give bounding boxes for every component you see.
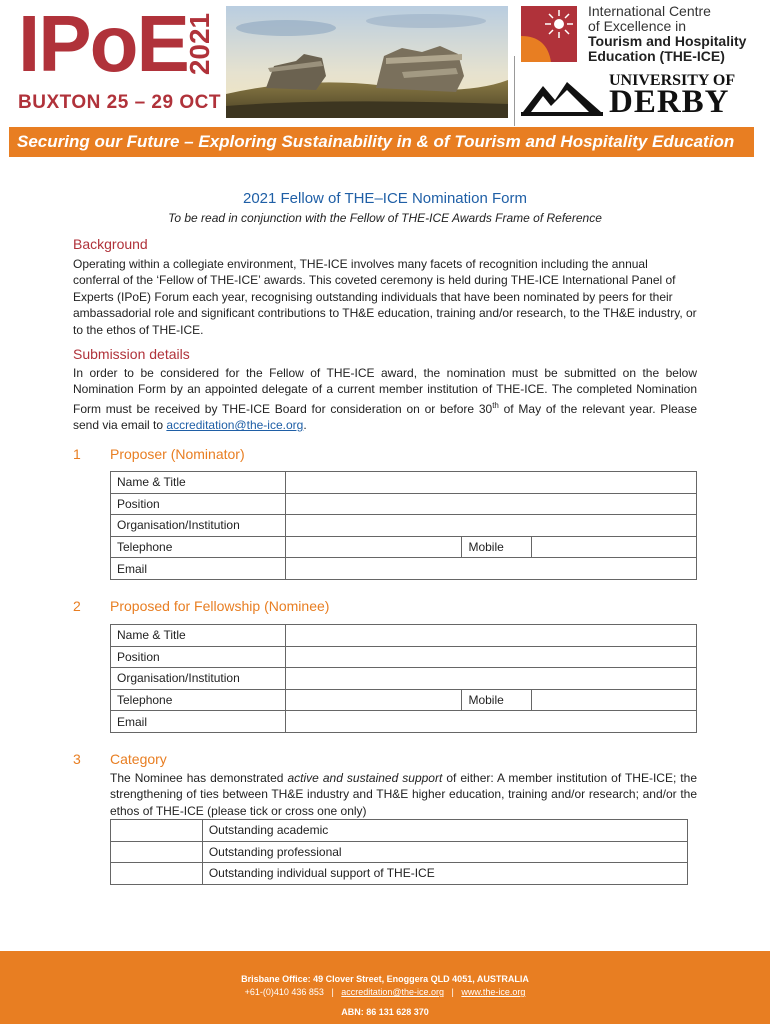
category-description — [110, 770, 697, 819]
header-divider — [514, 56, 515, 126]
footer — [0, 951, 770, 1024]
background-text: Operating within a collegiate environment, THE-ICE involves many facets of recognition including the annual conferral of the ‘Fellow of THE-ICE’ awards. This coveted ceremony is held during THE-ICE International Panel of Experts (IPoE) Forum each year, recognising outstanding individuals that have been nominated by peers for their ambassadorial role and significant contributions to TH&E education, training and/or research, to the TH&E industry, or to the ethos of THE-ICE. — [73, 257, 697, 337]
table-row — [111, 536, 697, 558]
proposer-name-field[interactable] — [285, 472, 696, 494]
landscape-photo — [226, 6, 508, 118]
proposer-email-field[interactable] — [285, 558, 696, 580]
nominee-email-field[interactable] — [285, 711, 696, 733]
event-location-dates: BUXTON 25 – 29 OCT — [18, 92, 221, 113]
theice-line-1: International Centre — [588, 3, 711, 19]
theice-logo-icon — [521, 6, 577, 62]
theice-line-3: Tourism and Hospitality — [588, 33, 747, 49]
telephone-label: Telephone — [111, 536, 286, 558]
footer-address: Brisbane Office: 49 Clover Street, Enoggera QLD 4051, AUSTRALIA — [241, 974, 529, 984]
nominee-mobile-field[interactable] — [532, 689, 697, 711]
nominee-telephone-field[interactable] — [285, 689, 462, 711]
form-title: 2021 Fellow of THE–ICE Nomination Form — [242, 190, 527, 207]
nominee-organisation-field[interactable] — [285, 668, 696, 690]
proposer-organisation-field[interactable] — [285, 515, 696, 537]
category-text-em: active and sustained support — [287, 771, 443, 785]
category-option-professional: Outstanding professional — [202, 841, 687, 863]
section-3-number: 3 — [73, 751, 81, 767]
footer-email-link[interactable]: accreditation@the-ice.org — [341, 987, 444, 997]
category-checkbox-individual[interactable] — [111, 863, 203, 885]
section-3-title: Category — [110, 751, 167, 767]
telephone-label: Telephone — [111, 689, 286, 711]
organisation-label: Organisation/Institution — [111, 668, 286, 690]
table-row — [111, 558, 697, 580]
proposer-table — [110, 471, 697, 580]
table-row — [111, 646, 697, 668]
submission-email-link[interactable]: accreditation@the-ice.org — [166, 418, 304, 433]
form-subtitle: To be read in conjunction with the Fellow of THE-ICE Awards Frame of Reference — [168, 211, 602, 225]
category-option-academic: Outstanding academic — [202, 820, 687, 842]
table-row — [111, 668, 697, 690]
section-1-number: 1 — [73, 446, 81, 462]
section-2-number: 2 — [73, 598, 81, 614]
email-label: Email — [111, 711, 286, 733]
nominee-name-field[interactable] — [285, 625, 696, 647]
submission-text-a: In order to be considered for the Fellow of THE-ICE award, the nomination must be submitted on the below Nomination Form by an appointed delegate of a current member institution of THE-ICE. The completed Nomination Form must be received by THE-ICE Board for consideration on or before 30 — [73, 366, 697, 416]
theice-logo-text — [588, 4, 746, 64]
footer-separator: | — [331, 987, 334, 997]
category-text-a: The Nominee has demonstrated — [110, 771, 288, 785]
ipoe-year-badge — [180, 8, 220, 88]
name-title-label: Name & Title — [111, 625, 286, 647]
table-row — [111, 711, 697, 733]
section-2-title: Proposed for Fellowship (Nominee) — [110, 598, 330, 614]
submission-text — [73, 365, 697, 434]
submission-text-end: . — [303, 418, 307, 433]
footer-phone: +61-(0)410 436 853 — [244, 987, 324, 997]
theice-line-4: Education (THE-ICE) — [588, 48, 725, 64]
footer-website-link[interactable]: www.the-ice.org — [461, 987, 526, 997]
nominee-position-field[interactable] — [285, 646, 696, 668]
table-row — [111, 625, 697, 647]
table-row — [111, 515, 697, 537]
table-row — [111, 841, 688, 863]
theice-line-2: of Excellence in — [588, 18, 687, 34]
submission-sup: th — [492, 400, 499, 410]
organisation-label: Organisation/Institution — [111, 515, 286, 537]
table-row — [111, 472, 697, 494]
email-label: Email — [111, 558, 286, 580]
category-checkbox-professional[interactable] — [111, 841, 203, 863]
derby-university-of: UNIVERSITY OF — [609, 72, 736, 89]
derby-name: DERBY — [609, 84, 730, 120]
theme-banner: Securing our Future – Exploring Sustainability in & of Tourism and Hospitality Education — [9, 127, 754, 157]
proposer-mobile-field[interactable] — [532, 536, 697, 558]
ipoe-year: 2021 — [184, 12, 215, 76]
category-checkbox-academic[interactable] — [111, 820, 203, 842]
table-row — [111, 820, 688, 842]
mobile-label: Mobile — [462, 536, 532, 558]
footer-abn: ABN: 86 131 628 370 — [341, 1007, 429, 1017]
background-heading: Background — [73, 236, 148, 252]
table-row — [111, 493, 697, 515]
section-1-title: Proposer (Nominator) — [110, 446, 245, 462]
name-title-label: Name & Title — [111, 472, 286, 494]
table-row — [111, 689, 697, 711]
position-label: Position — [111, 646, 286, 668]
derby-logo-icon — [521, 72, 603, 116]
table-row — [111, 863, 688, 885]
mobile-label: Mobile — [462, 689, 532, 711]
submission-heading: Submission details — [73, 346, 190, 362]
category-text-b: of either: A member institution of THE-ICE; the strengthening of ties between TH&E industry and TH&E higher education, training and/or research; and/or the ethos of THE-ICE (please tick or cross one only) — [110, 771, 697, 818]
footer-contacts — [0, 987, 770, 997]
proposer-position-field[interactable] — [285, 493, 696, 515]
nominee-table — [110, 624, 697, 733]
footer-separator: | — [451, 987, 454, 997]
category-table — [110, 819, 688, 885]
category-option-individual: Outstanding individual support of THE-ICE — [202, 863, 687, 885]
proposer-telephone-field[interactable] — [285, 536, 462, 558]
submission-text-b: of May of the relevant year. Please send via email to — [73, 401, 698, 433]
position-label: Position — [111, 493, 286, 515]
ipoe-logo: IPoE — [18, 0, 188, 88]
